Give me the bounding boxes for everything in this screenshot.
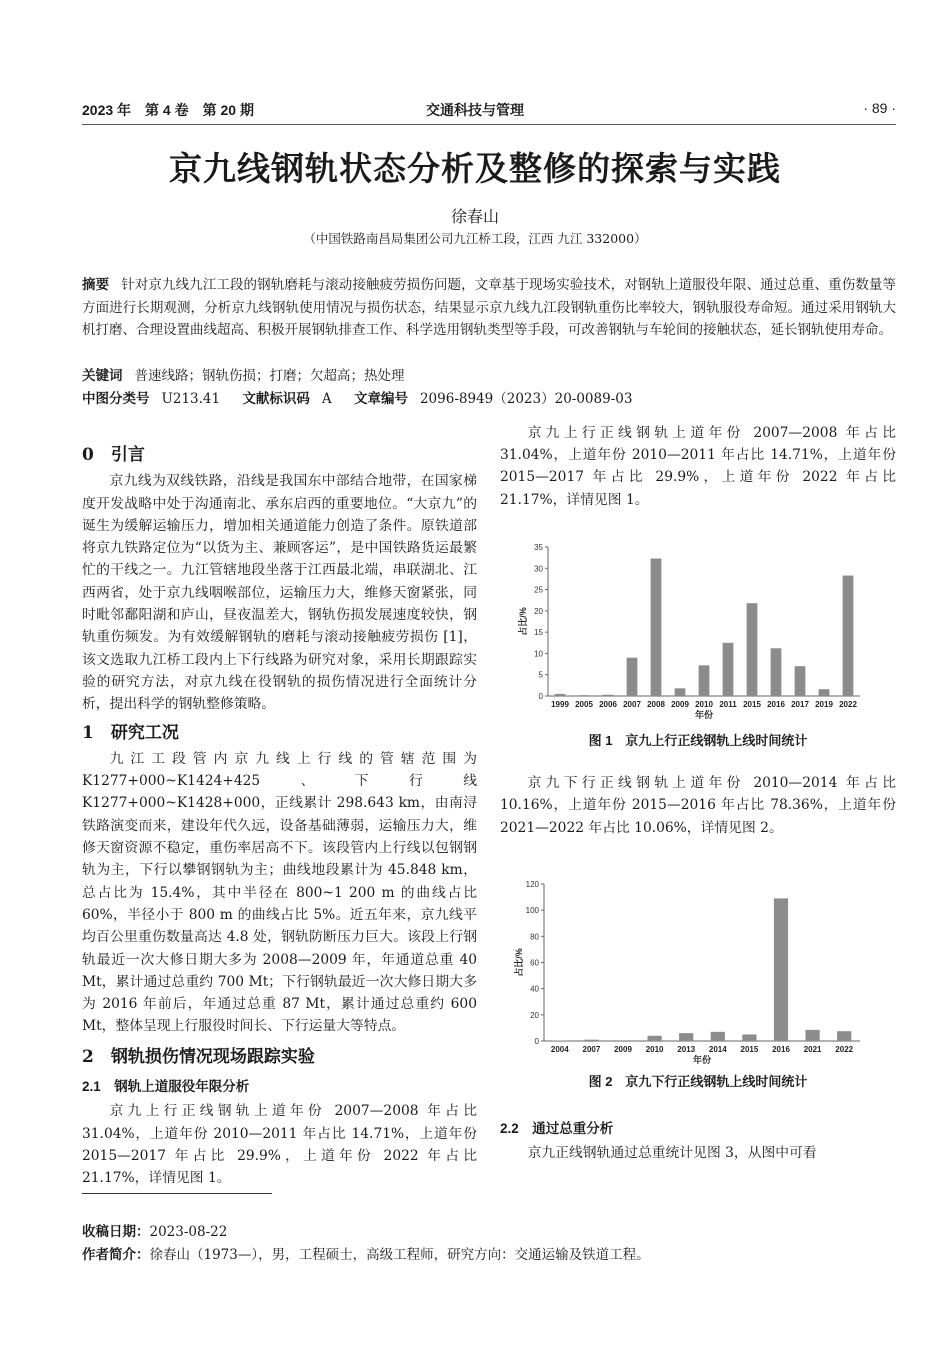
section-1-heading: 1 研究工况 [82,722,179,743]
header-rule [82,124,896,125]
x-tick-label: 2004 [550,1045,569,1054]
section-2-1-continuation: 京九上行正线钢轨上道年份 2007—2008 年占比 31.04%，上道年份 2010—2011 年占比 14.71%，上道年份 2015—2017 年占比 29.9%，上道年份 2022 年占比 21.17%，详情见图 1。 [500,424,896,508]
bar-1999 [555,694,566,696]
bio-text: 徐春山（1973—），男，工程硕士，高级工程师，研究方向：交通运输及铁道工程。 [149,1247,650,1263]
bar-2010 [647,1036,661,1041]
bar-2019 [819,689,830,696]
x-tick-label: 2013 [677,1045,696,1054]
keywords-text: 普速线路；钢轨伤损；打磨；欠超高；热处理 [134,368,405,384]
bar-2014 [711,1032,725,1041]
x-tick-label: 2010 [645,1045,664,1054]
bar-2007 [627,658,638,696]
y-tick-label: 80 [530,932,539,942]
bar-2007 [584,1040,598,1041]
right-column [500,424,896,508]
x-tick-label: 2022 [839,700,857,709]
x-tick-label: 2019 [815,700,833,709]
x-tick-label: 2022 [835,1045,854,1054]
footnote-rule [82,1193,272,1194]
bar-2013 [679,1033,693,1041]
y-tick-label: 20 [530,1010,539,1020]
bar-2008 [651,558,662,696]
keywords [82,364,405,384]
art-value: 2096-8949（2023）20-0089-03 [419,391,633,407]
section-2-mid-paragraph: 京九下行正线钢轨上道年份 2010—2014 年占比 10.16%，上道年份 2015—2016 年占比 78.36%，上道年份 2021—2022 年占比 10.06%，详情见图 2。 [500,775,896,836]
received-label: 收稿日期： [82,1224,150,1239]
x-tick-label: 2015 [743,700,761,709]
received-date [82,1220,227,1240]
y-tick-label: 15 [534,628,543,638]
section-1-paragraph: 九江工段管内京九线上行线的管辖范围为 K1277+000~K1424+425、下行线 K1277+000~K1428+000，正线累计 298.643 km，由南浔铁路演变而来，建设年代久远，设备基础薄弱，运输压力大，维修天窗资源不稳定，重伤率居高不下。该段管内上行线以包钢钢轨为主，下行以攀钢钢轨为主；曲线地段累计为 45.848 km，总占比为 15.4%，其中半径在 800~1 200 m 的曲线占比 60%，半径小于 800 m 的曲线占比 5%。近五年来，京九线平均百公里重伤数量高达 4.8 处，钢轨防断压力巨大。该段上行钢轨最近一次大修日期大多为 2008—2009 年，年通道总重 40 Mt，累计通过总重约 700 Mt；下行钢轨最近一次大修日期大多为 2016 年前后，年通过总重 87 Mt，累计通过总重约 600 Mt，整体呈现上行服役时间长、下行运量大等特点。 [82,750,477,1035]
keywords-label: 关键词 [82,368,123,383]
y-tick-label: 35 [534,543,543,552]
section-0-paragraph: 京九线为双线铁路，沿线是我国东中部结合地带，在国家梯度开发战略中处于沟通南北、承东启西的重要地位。“大京九”的诞生为缓解运输压力，增加相关通道能力创造了条件。原铁道部将京九铁路定位为“以货为主、兼顾客运”，是中国铁路货运最繁忙的干线之一。九江管辖地段坐落于江西最北端，串联湖北、江西两省，处于京九线咽喉部位，运输压力大，维修天窗紧张，同时毗邻鄱阳湖和庐山，昼夜温差大，钢轨伤损发展速度较快，钢轨重伤频发。为有效缓解钢轨的磨耗与滚动接触疲劳损伤 [1]，该文选取九江桥工段内上下行线路为研究对象，采用长期跟踪实验的研究方法，对京九线在役钢轨的损伤情况进行全面统计分析，提出科学的钢轨整修策略。 [82,473,477,713]
bar-2005 [579,695,590,696]
abstract-text: 针对京九线九江工段的钢轨磨耗与滚动接触疲劳损伤问题，文章基于现场实验技术，对钢轨上道服役年限、通过总重、重伤数量等方面进行长期观测，分析京九线钢轨使用情况与损伤状态，结果显示京九线九江段钢轨重伤比率较大，钢轨服役寿命短。通过采用钢轨大机打磨、合理设置曲线超高、积极开展钢轨排查工作、科学选用钢轨类型等手段，可改善钢轨与车轮间的接触状态，延长钢轨使用寿命。 [82,277,897,338]
abstract-label: 摘要 [82,277,110,292]
section-2-2-paragraph: 京九正线钢轨通过总重统计见图 3，从图中可看 [527,1145,817,1162]
figure-2-chart [510,873,880,1068]
y-tick-label: 30 [534,564,543,574]
x-tick-label: 2010 [695,700,713,709]
x-tick-label: 2015 [740,1045,759,1054]
received-value: 2023-08-22 [149,1224,228,1240]
x-tick-label: 2016 [772,1045,790,1054]
y-tick-label: 40 [530,984,539,994]
author-bio [82,1243,650,1263]
section-0-heading: 0 引言 [82,445,145,465]
bar-2006 [603,695,614,696]
figure-1-chart [510,538,880,723]
bar-2016 [771,648,782,696]
y-tick-label: 120 [525,880,539,889]
y-tick-label: 25 [534,585,543,595]
bar-2010 [699,665,710,696]
y-tick-label: 0 [538,692,543,701]
x-tick-label: 2016 [767,700,785,709]
affiliation: （中国铁路南昌局集团公司九江桥工段，江西 九江 332000） [303,231,647,246]
paper-title: 京九线钢轨状态分析及整修的探索与实践 [169,149,781,188]
y-tick-label: 10 [534,649,543,659]
bar-2015 [747,603,758,696]
bar-2009 [616,1040,630,1041]
x-tick-label: 2009 [614,1045,632,1054]
x-tick-label: 2008 [647,700,665,709]
y-axis-label: 占比/% [514,948,524,977]
bar-2022 [837,1031,851,1041]
bar-2017 [795,666,806,696]
right-mid-paragraph [500,772,896,839]
x-tick-label: 2006 [599,700,617,709]
y-tick-label: 0 [534,1037,539,1046]
bar-2016 [774,898,788,1041]
left-column [82,444,477,1187]
bar-2011 [723,643,734,696]
x-tick-label: 2007 [582,1045,601,1054]
y-tick-label: 20 [534,606,543,616]
x-tick-label: 2005 [575,700,593,709]
x-tick-label: 2014 [708,1045,727,1054]
author: 徐春山 [450,207,499,226]
section-2-heading: 2 钢轨损伤情况现场跟踪实验 [82,1046,315,1067]
x-tick-label: 2011 [719,700,737,709]
doc-value: A [321,391,332,407]
bar-2021 [805,1030,819,1041]
doc-label: 文献标识码 [242,391,310,406]
y-axis-label: 占比/% [518,607,528,636]
section-2-1-heading: 2.1 钢轨上道服役年限分析 [82,1079,250,1095]
section-2-1-paragraph-start: 京九上行正线钢轨上道年份 2007—2008 年占比 31.04%，上道年份 2010—2011 年占比 14.71%，上道年份 2015—2017 年占比 29.9%，上道年份 2022 年占比 21.17%，详情见图 1。 [82,1103,477,1187]
bar-2015 [742,1034,756,1041]
figure-2-caption: 图 2 京九下行正线钢轨上线时间统计 [588,1074,808,1089]
abstract [82,274,896,342]
art-label: 文章编号 [353,391,408,406]
bar-2009 [675,688,686,696]
y-tick-label: 100 [525,906,539,916]
cls-label: 中图分类号 [82,391,150,406]
section-2-2-heading: 2.2 通过总重分析 [500,1121,614,1136]
y-tick-label: 5 [538,670,543,680]
x-tick-label: 2009 [671,700,689,709]
x-tick-label: 2007 [623,700,641,709]
x-tick-label: 1999 [551,700,569,709]
x-tick-label: 2017 [791,700,809,709]
y-tick-label: 60 [530,958,539,968]
issue-info: 2023 年 第 4 卷 第 20 期 [82,102,254,118]
page-number: · 89 · [863,100,896,116]
cls-value: U213.41 [161,391,221,407]
figure-1-caption: 图 1 京九上行正线钢轨上线时间统计 [588,733,808,748]
classification [82,387,650,407]
bar-2022 [843,576,854,696]
x-tick-label: 2021 [803,1045,822,1054]
x-axis-label: 年份 [694,710,714,720]
x-axis-label: 年份 [692,1055,712,1065]
journal-name: 交通科技与管理 [426,102,524,118]
section-2-2 [500,1118,896,1165]
bio-label: 作者简介： [82,1247,150,1262]
